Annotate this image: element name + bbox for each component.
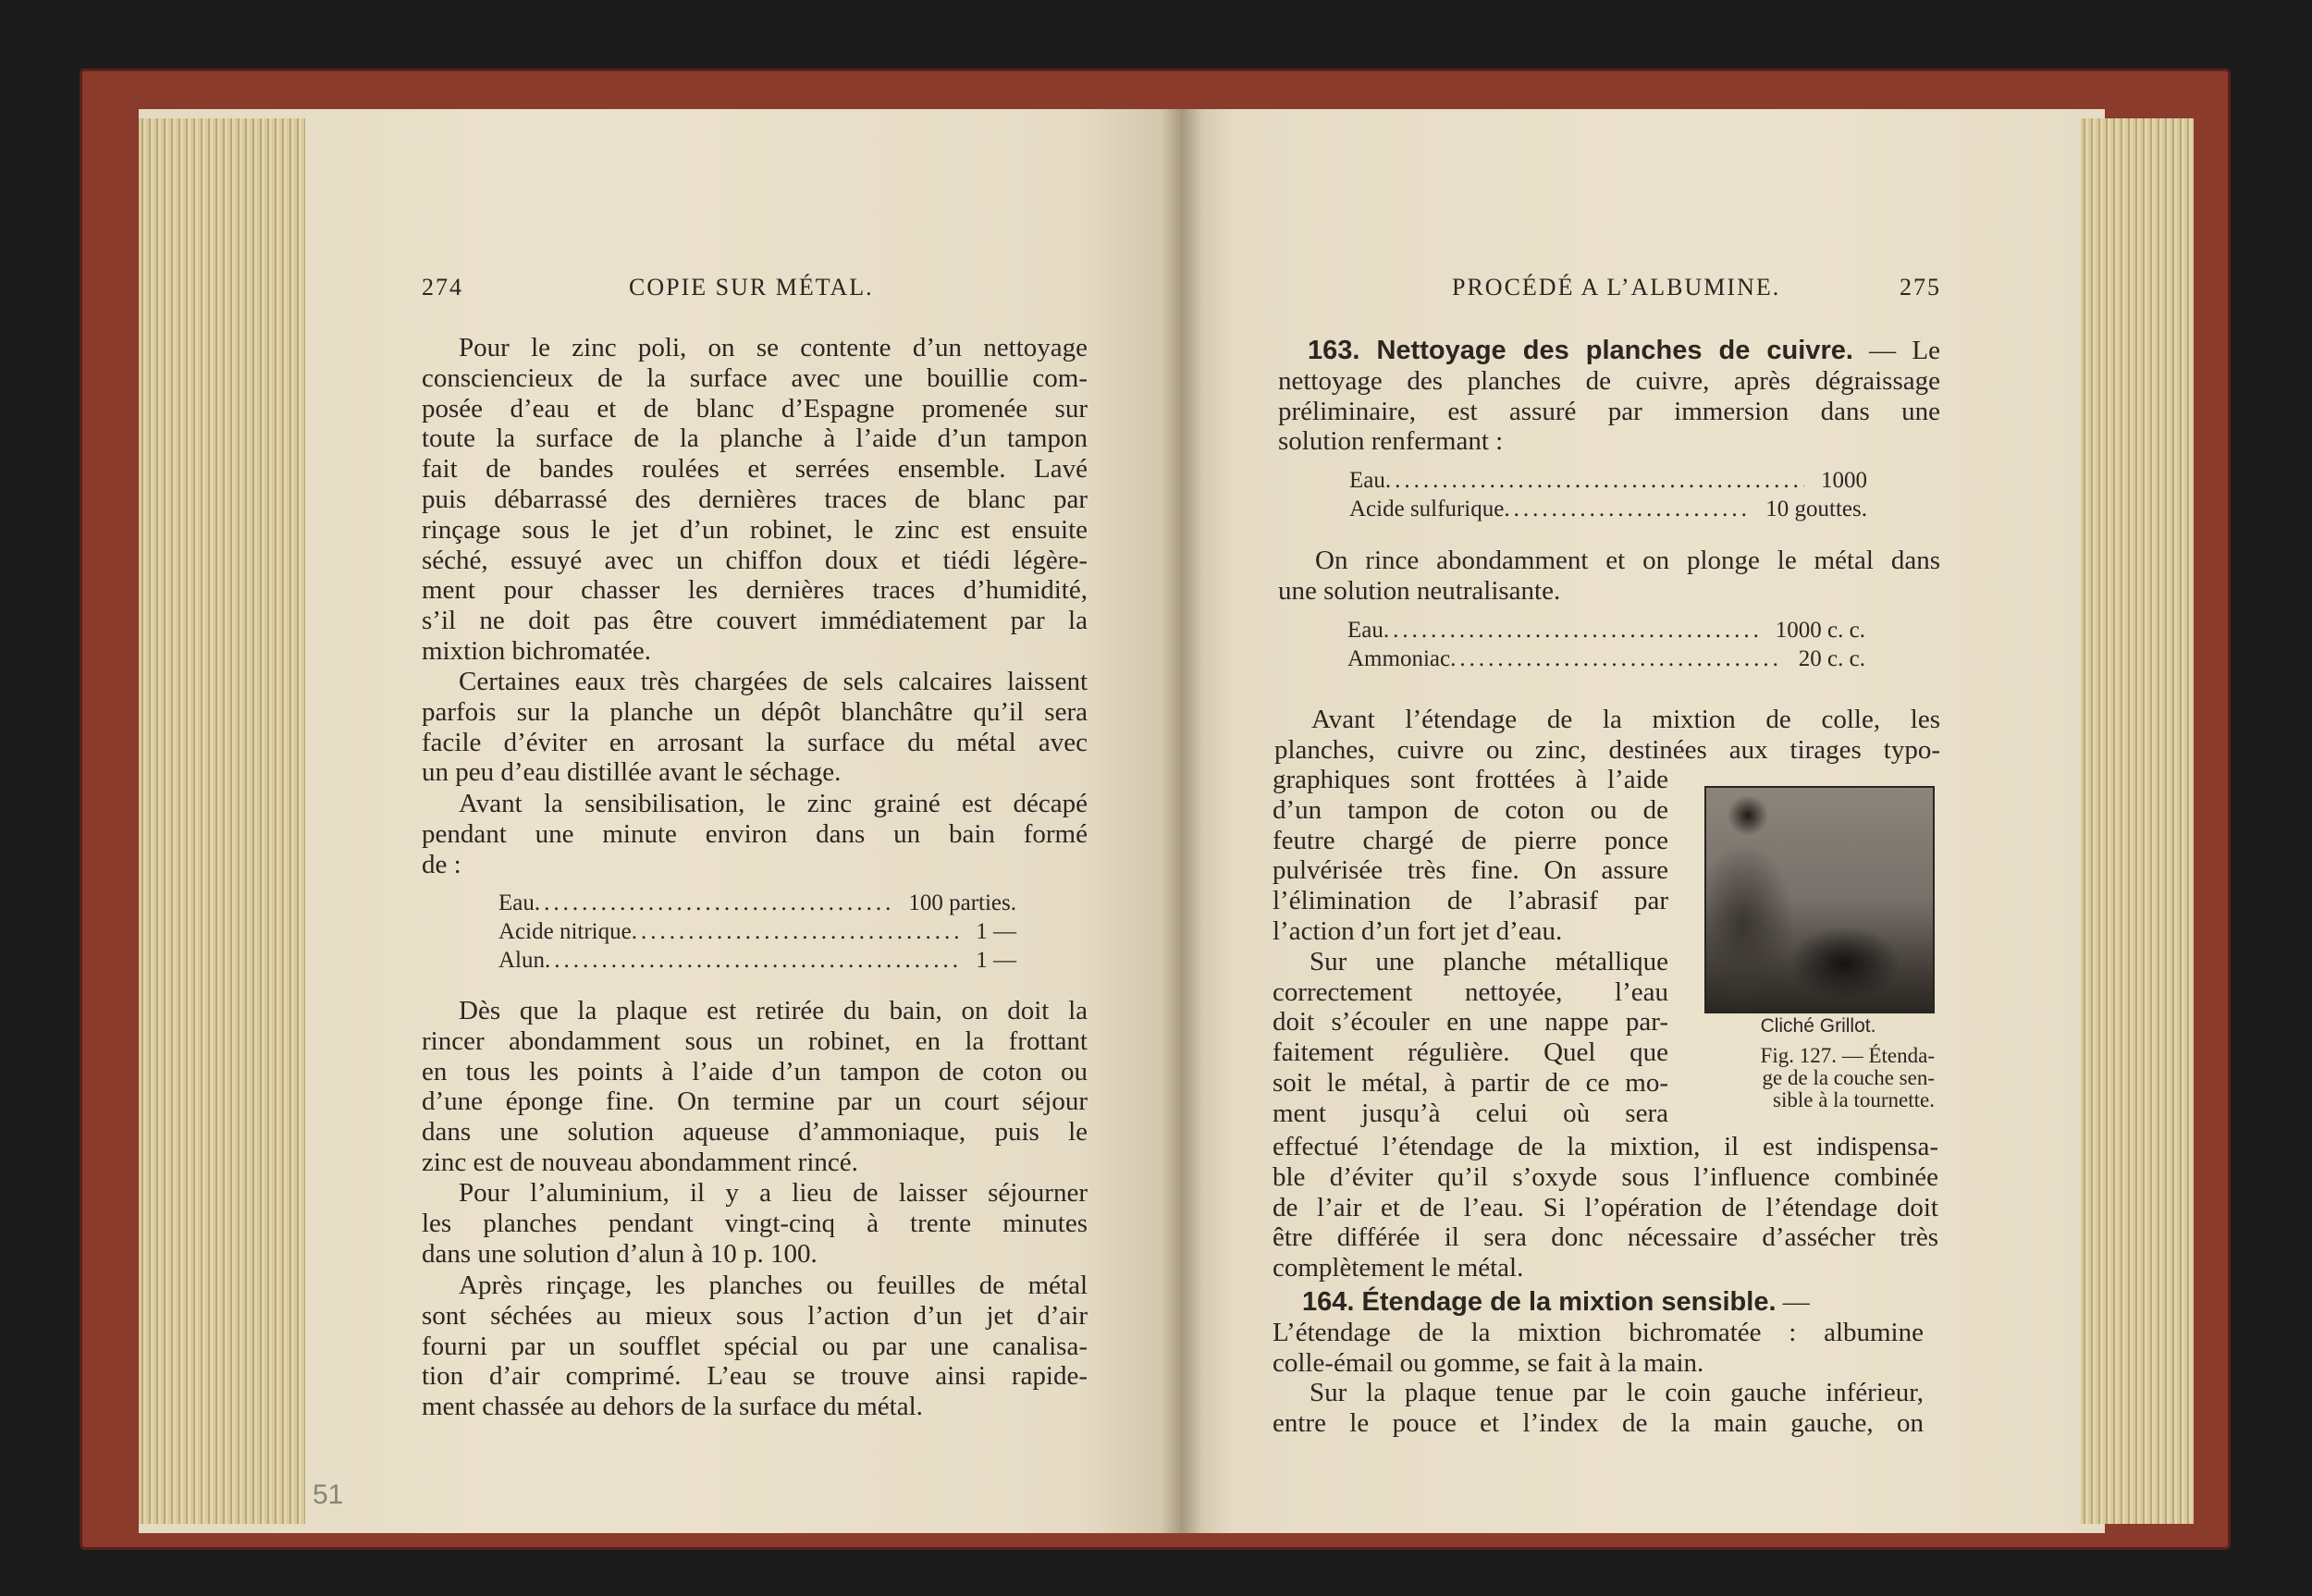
book-gutter: [1161, 109, 1202, 1533]
section-163-heading-line: 163. Nettoyage des planches de cuivre. — Le: [1308, 336, 1940, 365]
text-line: une solution neutralisante.: [1278, 575, 1561, 606]
ingredient-label: Alun: [498, 948, 545, 973]
text-line: rincer abondamment sous un robinet, en la frottant: [422, 1025, 1088, 1056]
recipe-row: [498, 917, 1016, 946]
leader-dots: [535, 889, 892, 917]
text-line: posée d’eau et de blanc d’Espagne promenée sur: [422, 393, 1088, 424]
recipe-row: [498, 946, 1016, 975]
recipe-row: [1349, 466, 1867, 495]
recipe-table: [1349, 466, 1867, 523]
right-running-head: PROCÉDÉ A L’ALBUMINE.: [1452, 274, 1781, 301]
text-line: Pour l’aluminium, il y a lieu de laisser séjourner: [459, 1178, 1088, 1208]
ingredient-quantity: 1000 c. c.: [1775, 618, 1865, 643]
text-line: de :: [422, 849, 461, 879]
text-line: toute la surface de la planche à l’aide d’un tampon: [422, 424, 1088, 454]
text-line: ble d’éviter qu’il s’oxyde sous l’influence combinée: [1273, 1161, 1938, 1192]
ingredient-quantity: 20 c. c.: [1798, 646, 1865, 671]
caption-line: Fig. 127. — Étenda-: [1760, 1044, 1935, 1067]
text-line: zinc est de nouveau abondamment rincé.: [422, 1147, 858, 1177]
text-line: pendant une minute environ dans un bain formé: [422, 818, 1088, 849]
caption-line: sible à la tournette.: [1773, 1088, 1935, 1111]
paragraph: [422, 1271, 1088, 1422]
leader-dots: [1385, 466, 1804, 495]
leader-dots: [1450, 645, 1782, 673]
text-line: ment jusqu’à celui où sera: [1273, 1098, 1668, 1128]
ingredient-quantity: 1000: [1821, 468, 1867, 493]
figure-credit: Cliché Grillot.: [1760, 1015, 1876, 1037]
text-line: d’une éponge fine. On termine par un court séjour: [422, 1087, 1088, 1117]
text-line: solution renfermant :: [1278, 426, 1504, 457]
paragraph: [1278, 546, 1940, 607]
text-line: Certaines eaux très chargées de sels calcaires laissent: [459, 667, 1088, 696]
ingredient-label: Ammoniac: [1347, 646, 1451, 671]
recipe-row: [498, 889, 1016, 917]
ingredient-quantity: 1 —: [976, 919, 1016, 944]
recipe-row: [1347, 616, 1865, 645]
text-line: graphiques sont frottées à l’aide: [1273, 765, 1668, 794]
text-line: Après rinçage, les planches ou feuilles de métal: [459, 1271, 1088, 1300]
section-164-heading: 164. Étendage de la mixtion sensible.: [1302, 1287, 1777, 1317]
recipe-table: [498, 889, 1016, 975]
text-line: faitement régulière. Quel que: [1273, 1037, 1668, 1068]
text-line: dans une solution d’alun à 10 p. 100.: [422, 1238, 818, 1269]
text-line: planches, cuivre ou zinc, destinées aux tirages typo-: [1274, 734, 1940, 765]
recipe-row: [1347, 645, 1865, 673]
text-line: soit le métal, à partir de ce mo-: [1273, 1067, 1668, 1098]
text-line: préliminaire, est assuré par immersion dans une: [1278, 396, 1940, 426]
ingredient-label: Eau: [1347, 618, 1384, 643]
text-line: Dès que la plaque est retirée du bain, on doit la: [459, 996, 1088, 1025]
text-line: fourni par un soufflet spécial ou par une canalisa-: [422, 1331, 1088, 1361]
ingredient-label: Eau: [498, 890, 535, 915]
figure-caption: [1674, 1045, 1935, 1111]
right-page-edges: [2081, 118, 2194, 1524]
section-164-heading-line: 164. Étendage de la mixtion sensible. —: [1302, 1287, 1810, 1317]
text-line: mixtion bichromatée.: [422, 635, 652, 666]
text-line: fait de bandes roulées et serrées ensemble. Lavé: [422, 454, 1088, 485]
text-line: un peu d’eau distillée avant le séchage.: [422, 757, 842, 788]
text-line: nettoyage des planches de cuivre, après dégraissage: [1278, 365, 1940, 396]
ingredient-label: Eau: [1349, 468, 1385, 493]
text-line: Avant la sensibilisation, le zinc grainé est décapé: [459, 789, 1088, 818]
ingredient-label: Acide nitrique: [498, 919, 632, 944]
leader-dots: [632, 917, 960, 946]
text-line: ment chassée au dehors de la surface du métal.: [422, 1392, 923, 1422]
text-line: doit s’écouler en une nappe par-: [1273, 1007, 1668, 1037]
right-page-number: 275: [1900, 274, 1941, 301]
text-line: colle-émail ou gomme, se fait à la main.: [1273, 1347, 1704, 1378]
ingredient-quantity: 100 parties.: [908, 890, 1016, 915]
recipe-table: [1347, 616, 1865, 673]
text-line: de l’air et de l’eau. Si l’opération de l’étendage doit: [1273, 1192, 1938, 1222]
figure-photo: [1704, 786, 1935, 1013]
paragraph: [422, 333, 1088, 667]
text-line: séché, essuyé avec un chiffon doux et tiédi légère-: [422, 545, 1088, 575]
text-line: être différée il sera donc nécessaire d’assécher très: [1273, 1222, 1938, 1253]
text-line: On rince abondamment et on plonge le métal dans: [1315, 546, 1940, 575]
ingredient-quantity: 10 gouttes.: [1765, 497, 1867, 522]
text-line: L’étendage de la mixtion bichromatée : albumine: [1273, 1317, 1924, 1347]
section-163: [1278, 336, 1940, 457]
section-163-heading: 163. Nettoyage des planches de cuivre.: [1308, 336, 1853, 365]
text-line: correctement nettoyée, l’eau: [1273, 976, 1668, 1007]
left-page-number: 274: [422, 274, 463, 301]
text-line: complètement le métal.: [1273, 1253, 1524, 1283]
text-line: puis débarrassé des dernières traces de blanc par: [422, 484, 1088, 514]
text-line: ment pour chasser les dernières traces d’humidité,: [422, 575, 1088, 606]
left-page-edges: [139, 118, 305, 1524]
text-line: consciencieux de la surface avec une bouillie com-: [422, 362, 1088, 393]
text-line: facile d’éviter en arrosant la surface du métal avec: [422, 727, 1088, 757]
paragraph: [1273, 1132, 1938, 1283]
paragraph: [1274, 705, 1940, 766]
text-line: parfois sur la planche un dépôt blanchâtre qu’il sera: [422, 696, 1088, 727]
text-line: Avant l’étendage de la mixtion de colle, les: [1311, 705, 1940, 734]
text-line: Sur une planche métallique: [1310, 946, 1668, 976]
text-line: Pour le zinc poli, on se contente d’un nettoyage: [459, 333, 1088, 362]
leader-dots: [1384, 616, 1759, 645]
text-line: tion d’air comprimé. L’eau se trouve ainsi rapide-: [422, 1361, 1088, 1392]
paragraph: [422, 667, 1088, 788]
pencil-mark: 51: [313, 1479, 344, 1510]
text-line: effectué l’étendage de la mixtion, il est indispensa-: [1273, 1132, 1938, 1161]
text-line: les planches pendant vingt-cinq à trente minutes: [422, 1208, 1088, 1238]
leader-dots: [545, 946, 959, 975]
text-line: dans une solution aqueuse d’ammoniaque, puis le: [422, 1117, 1088, 1148]
text-line: Sur la plaque tenue par le coin gauche inférieur,: [1310, 1378, 1924, 1408]
paragraph: [422, 996, 1088, 1178]
ingredient-quantity: 1 —: [976, 948, 1016, 973]
recipe-row: [1349, 495, 1867, 523]
text-line: pulvérisée très fine. On assure: [1273, 855, 1668, 886]
section-164: [1273, 1287, 1924, 1439]
paragraph: [422, 1178, 1088, 1269]
left-running-head: COPIE SUR MÉTAL.: [629, 274, 874, 301]
text-line: rinçage sous le jet d’un robinet, le zinc est ensuite: [422, 514, 1088, 545]
text-line: s’il ne doit pas être couvert immédiatement par la: [422, 606, 1088, 636]
paragraph-beside-figure: [1273, 765, 1668, 1129]
text-line: d’un tampon de coton ou de: [1273, 794, 1668, 825]
text-line: sont séchées au mieux sous l’action d’un jet d’air: [422, 1300, 1088, 1331]
leader-dots: [1504, 495, 1749, 523]
text-line: entre le pouce et l’index de la main gauche, on: [1273, 1408, 1924, 1439]
text-line: l’action d’un fort jet d’eau.: [1273, 915, 1563, 946]
text-line: en tous les points à l’aide d’un tampon de coton ou: [422, 1056, 1088, 1087]
paragraph: [422, 789, 1088, 879]
ingredient-label: Acide sulfurique: [1349, 497, 1505, 522]
text-line: feutre chargé de pierre ponce: [1273, 825, 1668, 855]
text-line: l’élimination de l’abrasif par: [1273, 886, 1668, 916]
caption-line: ge de la couche sen-: [1762, 1066, 1935, 1089]
